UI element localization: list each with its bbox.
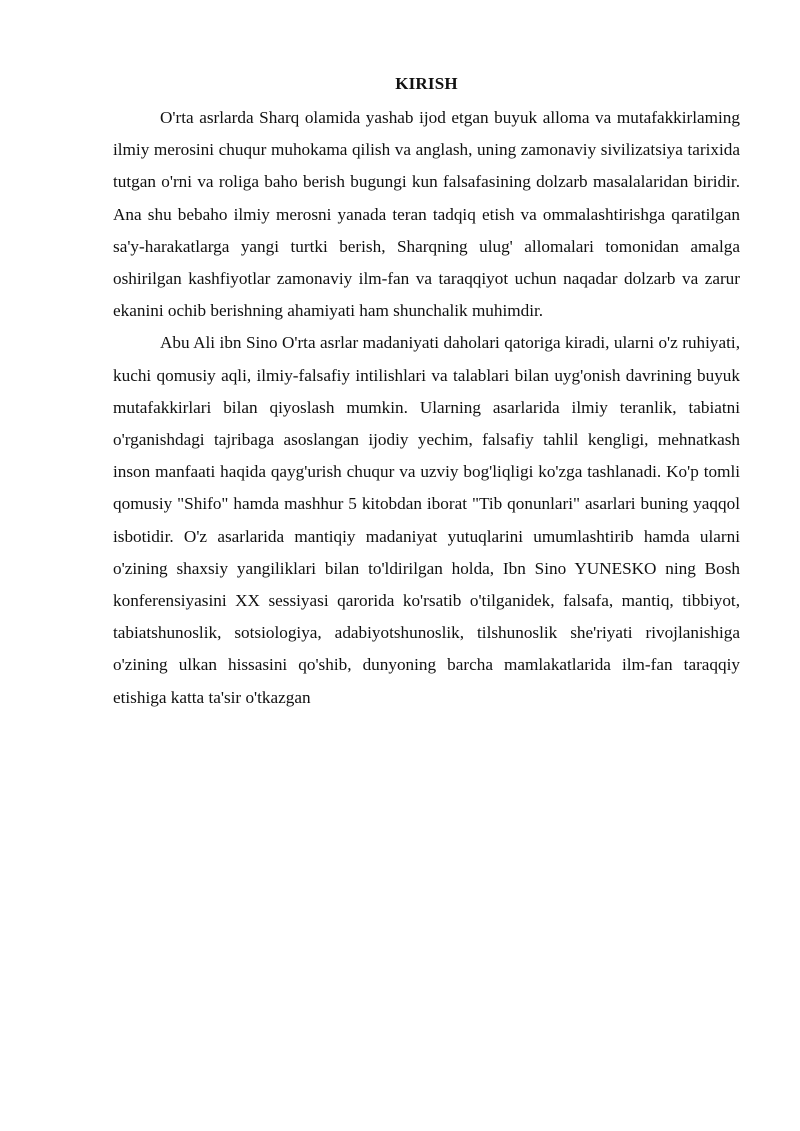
paragraph-ibn-sino: Abu Ali ibn Sino O'rta asrlar madaniyati daholari qatoriga kiradi, ularni o'z ruhiyati, kuchi qomusiy aqli, ilmiy-falsafiy intilishlari va talablari bilan uyg'onish davrining buyuk mutafakkirlari bilan qiyoslash mumkin. Ularning asarlarida ilmiy teranlik, tabiatni o'rganishdagi tajribaga asoslangan ijodiy yechim, falsafiy tahlil kengligi, mehnatkash inson manfaati haqida qayg'urish chuqur va uzviy bog'liqligi ko'zga tashlanadi. Ko'p tomli qomusiy "Shifo" hamda mashhur 5 kitobdan iborat "Tib qonunlari" asarlari buning yaqqol isbotidir. O'z asarlarida mantiqiy madaniyat yutuqlarini umumlashtirib hamda ularni o'zining shaxsiy yangiliklari bilan to'ldirilgan holda, Ibn Sino YUNESKO ning Bosh konferensiyasini XX sessiyasi qarorida ko'rsatib o'tilganidek, falsafa, mantiq, tibbiyot, tabiatshunoslik, sotsiologiya, adabiyotshunoslik, tilshunoslik she'riyati rivojlanishiga o'zining ulkan hissasini qo'shib, dunyoning barcha mamlakatlarida ilm-fan taraqqiy etishiga katta ta'sir o'tkazgan: [113, 333, 740, 707]
page-content: [113, 72, 740, 714]
page-title: KIRISH: [395, 74, 458, 93]
paragraph-intro: O'rta asrlarda Sharq olamida yashab ijod etgan buyuk alloma va mutafakkirlaming ilmiy merosini chuqur muhokama qilish va anglash, uning zamonaviy sivilizatsiya tarixida tutgan o'rni va roliga baho berish bugungi kun falsafasining dolzarb masalalaridan biridir. Ana shu bebaho ilmiy merosni yanada teran tadqiq etish va ommalashtirishga qaratilgan sa'y-harakatlarga yangi turtki berish, Sharqning ulug' allomalari tomonidan amalga oshirilgan kashfiyotlar zamonaviy ilm-fan va taraqqiyot uchun naqadar dolzarb va zarur ekanini ochib berishning ahamiyati ham shunchalik muhimdir.: [113, 108, 740, 321]
